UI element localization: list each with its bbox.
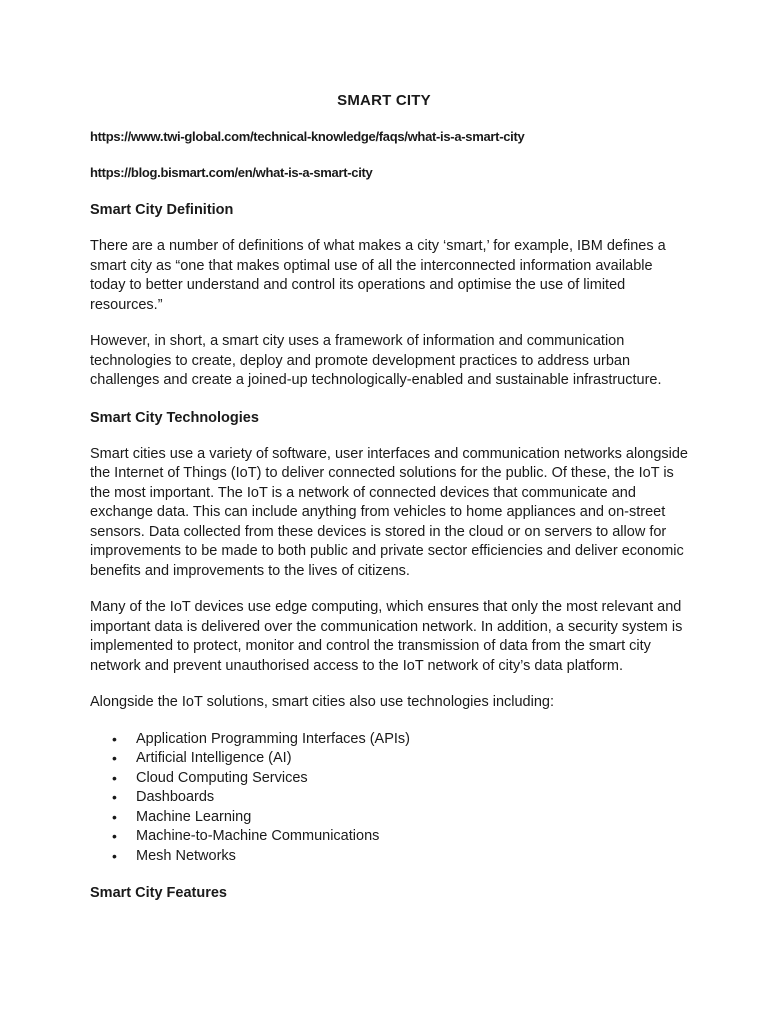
bullet-icon: • (112, 828, 117, 844)
bullet-icon: • (112, 769, 117, 786)
list-item-text: Dashboards (136, 789, 215, 805)
section-heading-technologies: Smart City Technologies (90, 409, 259, 426)
paragraph: However, in short, a smart city uses a framework of information and communication technologies to create, deploy and promote development practices to address urban challenges and create a joined-up technologically-enabled and sustainable infrastructure. (90, 333, 662, 388)
paragraph: Smart cities use a variety of software, user interfaces and communication networks alongside the Internet of Things (IoT) to deliver connected solutions for the public. Of these, the IoT is the most important. The IoT is a network of connected devices that communicate and exchange data. This can include anything from vehicles to home appliances and on-street sensors. Data collected from these devices is stored in the cloud or on servers to allow for improvements to be made to both public and private sector efficiencies and deliver economic benefits and improvements to the lives of citizens. (90, 445, 688, 579)
list-item (90, 788, 690, 808)
list-item (90, 847, 690, 867)
bullet-icon: • (112, 789, 117, 805)
section-heading-definition: Smart City Definition (90, 202, 234, 218)
list-item (90, 749, 690, 769)
list-item (90, 827, 690, 847)
list-item-text: Machine-to-Machine Communications (136, 828, 380, 844)
bullet-icon: • (112, 847, 117, 864)
section-heading-features: Smart City Features (90, 885, 227, 901)
paragraph: Many of the IoT devices use edge computing, which ensures that only the most relevant and important data is delivered over the communication network. In addition, a security system is implemented to protect, monitor and control the transmission of data from the smart city network and prevent unauthorised access to the IoT network of city’s data platform. (90, 599, 683, 674)
list-item-text: Machine Learning (136, 808, 252, 825)
bullet-icon: • (112, 730, 117, 747)
paragraph: There are a number of definitions of what makes a city ‘smart,’ for example, IBM defines a smart city as “one that makes optimal use of all the interconnected information available today to better understand and control its operations and optimise the use of limited resources.” (90, 238, 666, 313)
list-item (90, 808, 690, 828)
paragraph: Alongside the IoT solutions, smart cities also use technologies including: (90, 694, 554, 710)
list-item-text: Application Programming Interfaces (APIs) (136, 730, 410, 747)
source-link-bismart[interactable]: https://blog.bismart.com/en/what-is-a-smart-city (90, 165, 373, 180)
bullet-icon: • (112, 808, 117, 825)
document-title: SMART CITY (337, 92, 431, 109)
list-item (90, 730, 690, 750)
technologies-list (90, 730, 690, 867)
list-item-text: Mesh Networks (136, 847, 236, 864)
document-body (90, 128, 690, 920)
list-item-text: Cloud Computing Services (136, 769, 308, 786)
list-item-text: Artificial Intelligence (AI) (136, 750, 292, 766)
bullet-icon: • (112, 750, 117, 766)
list-item (90, 769, 690, 789)
source-link-twi[interactable]: https://www.twi-global.com/technical-knowledge/faqs/what-is-a-smart-city (90, 129, 525, 144)
